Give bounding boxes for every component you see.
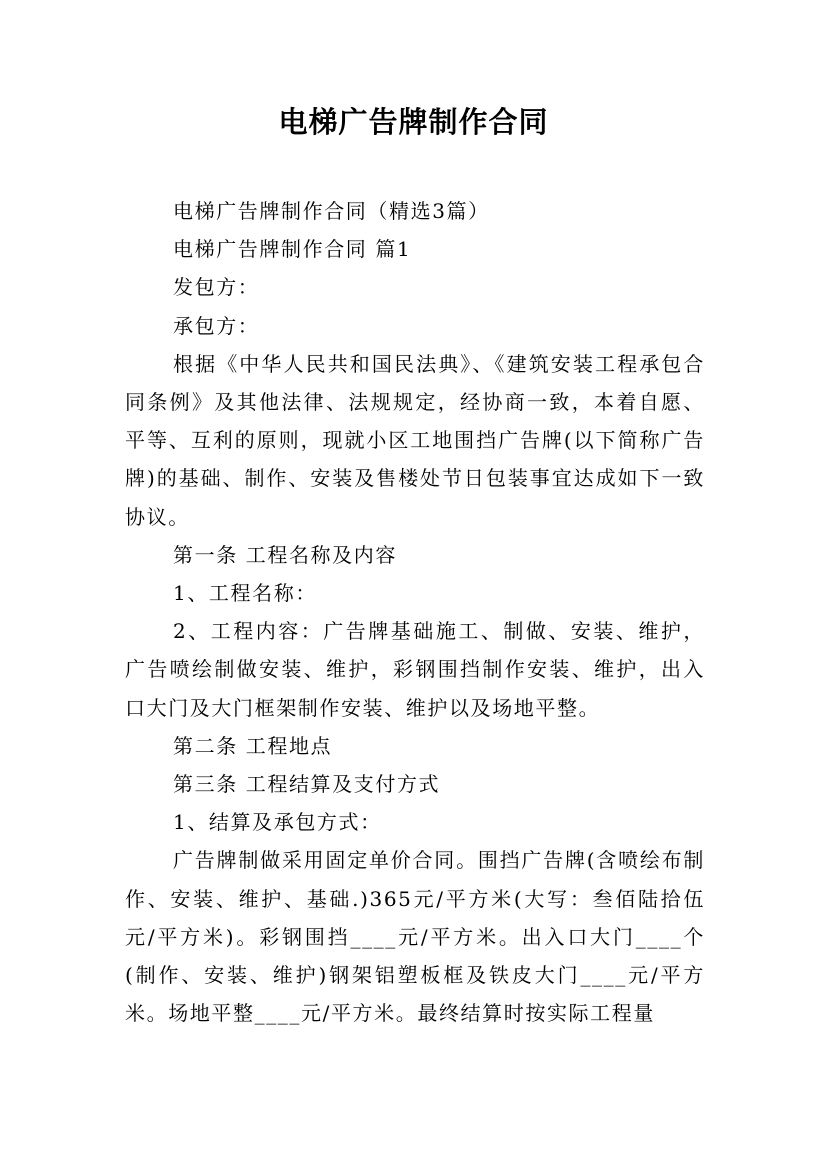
paragraph-employer: 发包方： xyxy=(173,275,260,300)
paragraph-article-2-heading: 第二条 工程地点 xyxy=(173,733,333,758)
document-title: 电梯广告牌制作合同 xyxy=(278,105,549,139)
document-body xyxy=(125,192,705,1032)
paragraph-article-1-heading: 第一条 工程名称及内容 xyxy=(173,542,397,567)
paragraph-preamble: 根据《中华人民共和国民法典》、《建筑安装工程承包合同条例》及其他法律、法规规定，经协商一致，本着自愿、平等、互利的原则，现就小区工地围挡广告牌(以下简称广告牌)的基础、制作、安装及售楼处节日包装事宜达成如下一致协议。 xyxy=(125,351,705,529)
paragraph-pricing: 广告牌制做采用固定单价合同。围挡广告牌(含喷绘布制作、安装、维护、基础.)365元/平方米(大写：叁佰陆拾伍元/平方米)。彩钢围挡____元/平方米。出入口大门____个(制作、安装、维护)钢架铝塑板框及铁皮大门____元/平方米。场地平整____元/平方米。最终结算时按实际工程量 xyxy=(125,848,705,1026)
paragraph-settlement-method: 1、结算及承包方式： xyxy=(173,810,382,835)
paragraph-subtitle: 电梯广告牌制作合同（精选3篇） xyxy=(173,199,490,223)
paragraph-project-content: 2、工程内容：广告牌基础施工、制做、安装、维护，广告喷绘制做安装、维护，彩钢围挡制作安装、维护，出入口大门及大门框架制作安装、维护以及场地平整。 xyxy=(125,619,705,720)
paragraph-contractor: 承包方： xyxy=(173,313,260,338)
paragraph-article-3-heading: 第三条 工程结算及支付方式 xyxy=(173,772,441,797)
paragraph-project-name: 1、工程名称： xyxy=(173,581,317,606)
paragraph-section-heading: 电梯广告牌制作合同 篇1 xyxy=(173,237,412,262)
